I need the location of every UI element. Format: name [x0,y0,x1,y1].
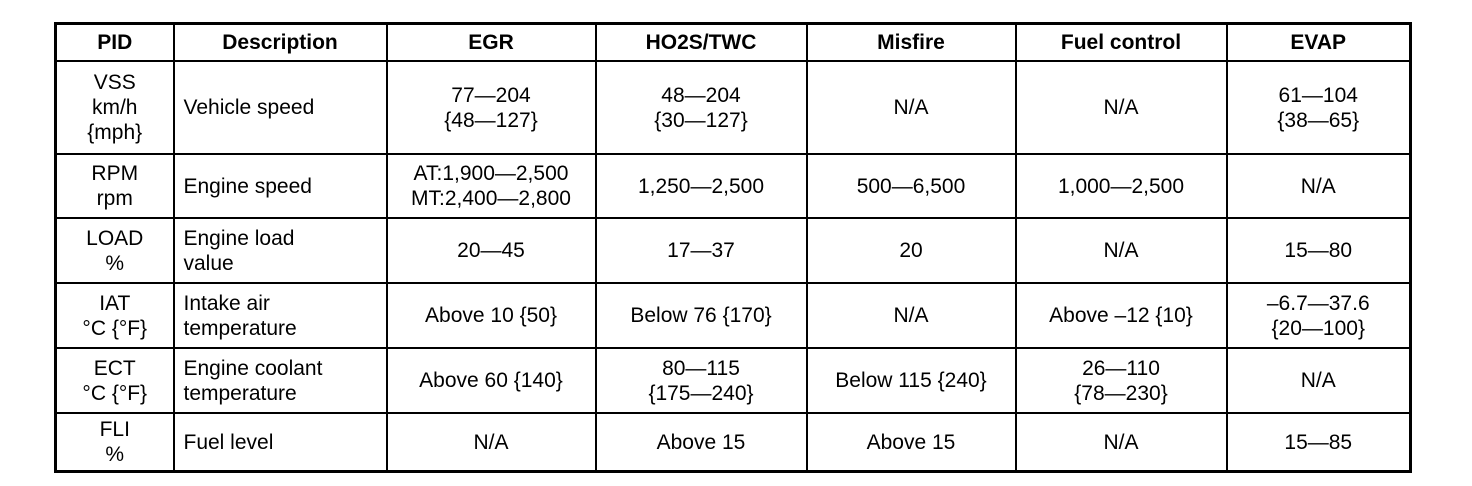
cell-misfire: N/A [807,283,1016,348]
header-evap: EVAP [1227,24,1411,62]
header-description: Description [174,24,387,62]
cell-fuel-control: 1,000—2,500 [1016,154,1227,218]
cell-egr: 77—204 {48—127} [387,61,596,154]
cell-egr: Above 60 {140} [387,348,596,413]
pid-table [54,22,1412,473]
cell-fuel-control: N/A [1016,218,1227,283]
header-pid: PID [56,24,174,62]
cell-misfire: Above 15 [807,413,1016,472]
cell-ho2s-twc: 48—204 {30—127} [596,61,807,154]
cell-misfire: 500—6,500 [807,154,1016,218]
cell-ho2s-twc: Below 76 {170} [596,283,807,348]
cell-pid: LOAD % [56,218,174,283]
cell-misfire: Below 115 {240} [807,348,1016,413]
table-row [56,218,1411,283]
cell-egr: N/A [387,413,596,472]
table-row [56,154,1411,218]
cell-misfire: 20 [807,218,1016,283]
cell-evap: 15—85 [1227,413,1411,472]
cell-fuel-control: 26—110 {78—230} [1016,348,1227,413]
cell-fuel-control: N/A [1016,413,1227,472]
table-header-row [56,24,1411,62]
table-row [56,61,1411,154]
cell-fuel-control: N/A [1016,61,1227,154]
cell-description: Engine coolant temperature [174,348,387,413]
cell-ho2s-twc: 17—37 [596,218,807,283]
cell-pid: IAT °C {°F} [56,283,174,348]
header-egr: EGR [387,24,596,62]
cell-description: Vehicle speed [174,61,387,154]
cell-egr: Above 10 {50} [387,283,596,348]
cell-ho2s-twc: 80—115 {175—240} [596,348,807,413]
cell-evap: –6.7—37.6 {20—100} [1227,283,1411,348]
table-row [56,283,1411,348]
cell-evap: N/A [1227,154,1411,218]
cell-description: Intake air temperature [174,283,387,348]
cell-misfire: N/A [807,61,1016,154]
header-ho2s-twc: HO2S/TWC [596,24,807,62]
header-misfire: Misfire [807,24,1016,62]
cell-ho2s-twc: Above 15 [596,413,807,472]
cell-pid: VSS km/h {mph} [56,61,174,154]
cell-evap: 15—80 [1227,218,1411,283]
table-row [56,348,1411,413]
cell-egr: AT:1,900—2,500 MT:2,400—2,800 [387,154,596,218]
cell-egr: 20—45 [387,218,596,283]
cell-description: Engine load value [174,218,387,283]
cell-description: Fuel level [174,413,387,472]
cell-pid: RPM rpm [56,154,174,218]
cell-pid: FLI % [56,413,174,472]
cell-evap: 61—104 {38—65} [1227,61,1411,154]
header-fuel-control: Fuel control [1016,24,1227,62]
cell-ho2s-twc: 1,250—2,500 [596,154,807,218]
cell-pid: ECT °C {°F} [56,348,174,413]
cell-description: Engine speed [174,154,387,218]
cell-evap: N/A [1227,348,1411,413]
cell-fuel-control: Above –12 {10} [1016,283,1227,348]
table-row [56,413,1411,472]
